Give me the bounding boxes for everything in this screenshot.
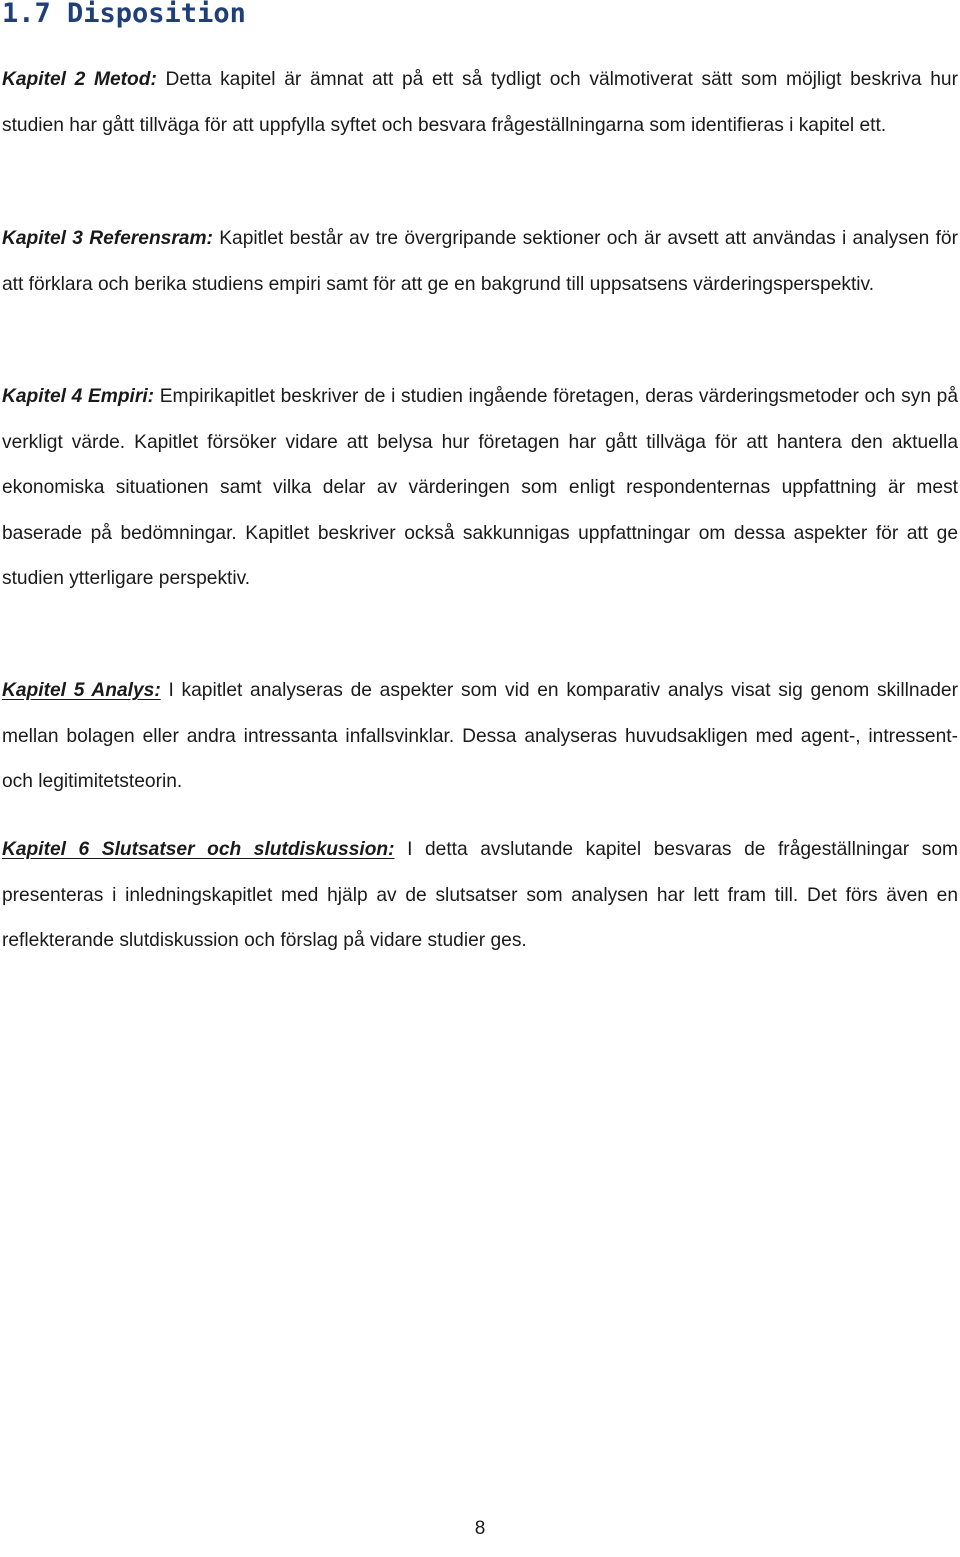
paragraph-lead: Kapitel 5 Analys:	[2, 680, 161, 701]
paragraph-lead: Kapitel 6 Slutsatser och slutdiskussion:	[2, 839, 395, 860]
paragraph-text: I kapitlet analyseras de aspekter som vid en komparativ analys visat sig genom skillnader mellan bolagen eller andra intressanta infallsvinklar. Dessa analyseras huvudsakligen med agent-, intressent- och legitimitetsteorin.	[2, 680, 958, 792]
page-number: 8	[474, 1518, 486, 1539]
paragraph-text: Kapitlet består av tre övergripande sektioner och är avsett att användas i analysen för att förklara och berika studiens empiri samt för att ge en bakgrund till uppsatsens värderingsperspektiv.	[2, 228, 958, 295]
paragraph-kapitel-4	[2, 374, 958, 602]
paragraph-lead: Kapitel 4 Empiri:	[2, 386, 155, 407]
paragraph-kapitel-3	[2, 216, 958, 307]
section-heading: 1.7 Disposition	[2, 0, 246, 29]
paragraph-lead: Kapitel 2 Metod:	[2, 69, 157, 90]
paragraph-text: I detta avslutande kapitel besvaras de frågeställningar som presenteras i inledningskapitlet med hjälp av de slutsatser som analysen har lett fram till. Det förs även en reflekterande slutdiskussion och förslag på vidare studier ges.	[2, 839, 958, 951]
paragraph-text: Empirikapitlet beskriver de i studien ingående företagen, deras värderingsmetoder och syn på verkligt värde. Kapitlet försöker vidare att belysa hur företagen har gått tillväga för att hantera den aktuella ekonomiska situationen samt vilka delar av värderingen som enligt respondenternas uppfattning är mest baserade på bedömningar. Kapitlet beskriver också sakkunnigas uppfattningar om dessa aspekter för att ge studien ytterligare perspektiv.	[2, 386, 958, 589]
paragraph-kapitel-5	[2, 668, 958, 805]
paragraph-kapitel-6	[2, 827, 958, 964]
paragraph-lead: Kapitel 3 Referensram:	[2, 228, 213, 249]
paragraph-kapitel-2	[2, 57, 958, 148]
paragraph-text: Detta kapitel är ämnat att på ett så tydligt och välmotiverat sätt som möjligt beskriva hur studien har gått tillväga för att uppfylla syftet och besvara frågeställningarna som identifieras i kapitel ett.	[2, 69, 958, 136]
